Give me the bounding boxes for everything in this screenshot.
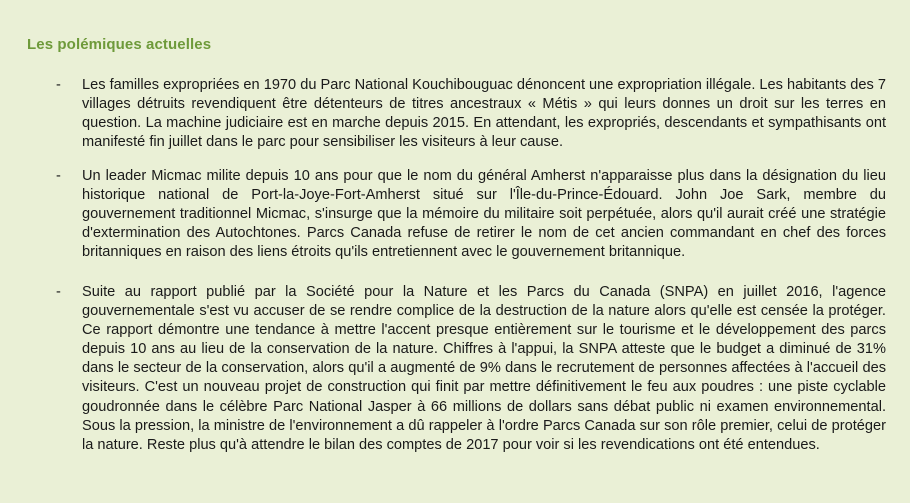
bullet-dash: - [56,168,61,184]
bullet-dash: - [56,77,61,93]
paragraph-kouchibouguac: Les familles expropriées en 1970 du Parc National Kouchibouguac dénoncent une expropriation illégale. Les habitants des 7 villages détruits revendiquent être détenteurs de titres ancestraux « Métis » qui leurs donnes un droit sur les terres en question. La machine judiciaire est en marche depuis 2015. En attendant, les expropriés, descendants et sympathisants ont manifesté fin juillet dans le parc pour sensibiliser les visiteurs à leur cause. [82,77,887,151]
bullet-dash: - [56,284,61,300]
paragraph-snpa-report: Suite au rapport publié par la Société pour la Nature et les Parcs du Canada (SNPA) en juillet 2016, l'agence gouvernementale s'est vu accuser de se rendre complice de la destruction de la nature alors qu'elle est censée la protéger. Ce rapport démontre une tendance à mettre l'accent presque entièrement sur le tourisme et le développement des parcs depuis 10 ans au lieu de la conservation de la nature. Chiffres à l'appui, la SNPA atteste que le budget a diminué de 31% dans le secteur de la conservation, alors qu'il a augmenté de 9% dans le recrutement de personnes affectées à l'accueil des visiteurs. C'est un nouveau projet de construction qui finit par mettre définitivement le feu aux poudres : une piste cyclable goudronnée dans le célèbre Parc National Jasper à 66 millions de dollars sans débat public ni examen environnemental. Sous la pression, la ministre de l'environnement a dû rappeler à l'ordre Parcs Canada sur son rôle premier, celui de protéger la nature. Reste plus qu'à attendre le bilan des comptes de 2017 pour voir si les revendications ont été entendues. [82,284,886,453]
section-heading: Les polémiques actuelles [27,36,212,53]
paragraph-amherst: Un leader Micmac milite depuis 10 ans pour que le nom du général Amherst n'apparaisse plus dans la désignation du lieu historique national de Port-la-Joye-Fort-Amherst situé sur l'Île-du-Prince-Édouard. John Joe Sark, membre du gouvernement traditionnel Micmac, s'insurge que la mémoire du militaire soit perpétuée, alors qu'il aurait créé une stratégie d'extermination des Autochtones. Parcs Canada refuse de retirer le nom de cet ancien commandant en chef des forces britanniques en raison des liens étroits qu'ils entretiennent avec le gouvernement britannique. [82,168,886,261]
